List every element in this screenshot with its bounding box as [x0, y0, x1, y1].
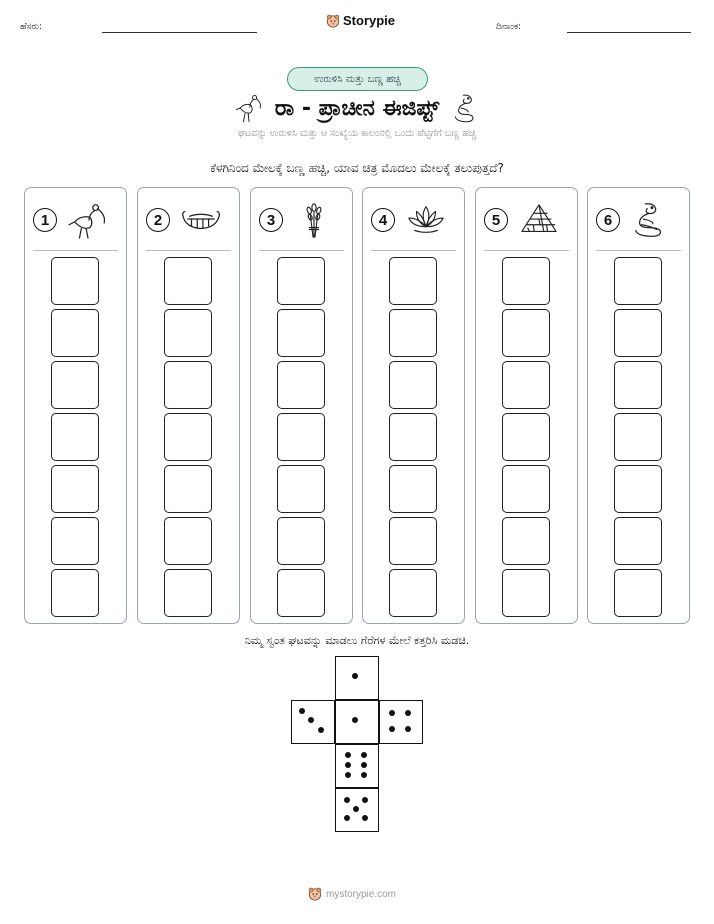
- pip: [318, 727, 324, 733]
- die-face-6: [335, 744, 379, 788]
- color-box[interactable]: [389, 569, 437, 617]
- color-box[interactable]: [614, 569, 662, 617]
- color-box[interactable]: [277, 361, 325, 409]
- date-line: [567, 32, 691, 33]
- pip: [344, 797, 350, 803]
- date-label: ದಿನಾಂಕ:: [496, 22, 522, 32]
- color-box[interactable]: [389, 465, 437, 513]
- die-face-1: [335, 700, 379, 744]
- pip: [362, 815, 368, 821]
- color-box[interactable]: [164, 517, 212, 565]
- die-face-1: [335, 656, 379, 700]
- column-header: [259, 200, 344, 240]
- pip: [362, 797, 368, 803]
- column-divider: [33, 250, 118, 251]
- column-number: 6: [596, 208, 620, 232]
- color-box[interactable]: [164, 257, 212, 305]
- column-number: 5: [484, 208, 508, 232]
- pyramid-icon: [518, 201, 560, 239]
- color-box[interactable]: [502, 361, 550, 409]
- column-number: 1: [33, 208, 57, 232]
- column-2: [137, 187, 240, 624]
- color-box[interactable]: [51, 517, 99, 565]
- color-box[interactable]: [614, 361, 662, 409]
- footer-url[interactable]: mystorypie.com: [326, 888, 397, 900]
- activity-badge: ಉರುಳಿಸಿ ಮತ್ತು ಬಣ್ಣ ಹಚ್ಚಿ: [287, 67, 428, 91]
- column-header: [146, 200, 231, 240]
- storypie-mascot-icon: [326, 14, 340, 28]
- cut-fold-instruction: ನಿಮ್ಮ ಸ್ವಂತ ಘಟವನ್ನು ಮಾಡಲು ಗೆರೆಗಳ ಮೇಲೆ ಕತ್ತರಿಸಿ ಮಡಚಿ.: [244, 634, 470, 647]
- color-box[interactable]: [277, 257, 325, 305]
- column-divider: [484, 250, 569, 251]
- column-number: 2: [146, 208, 170, 232]
- color-box[interactable]: [277, 413, 325, 461]
- color-box[interactable]: [277, 465, 325, 513]
- color-box[interactable]: [502, 465, 550, 513]
- color-box[interactable]: [614, 517, 662, 565]
- column-number: 3: [259, 208, 283, 232]
- title-row: [0, 92, 714, 124]
- color-box[interactable]: [502, 257, 550, 305]
- color-box[interactable]: [164, 413, 212, 461]
- storypie-mascot-icon: [308, 887, 322, 901]
- color-box[interactable]: [502, 517, 550, 565]
- pip: [345, 772, 351, 778]
- color-box[interactable]: [614, 465, 662, 513]
- boat-icon: [180, 201, 222, 239]
- color-box[interactable]: [502, 569, 550, 617]
- color-box[interactable]: [51, 413, 99, 461]
- color-box[interactable]: [51, 309, 99, 357]
- pip: [345, 762, 351, 768]
- pip: [308, 717, 314, 723]
- color-box[interactable]: [502, 309, 550, 357]
- pip: [352, 673, 358, 679]
- color-box[interactable]: [51, 361, 99, 409]
- column-divider: [146, 250, 231, 251]
- column-header: [371, 200, 456, 240]
- name-label: ಹೆಸರು:: [20, 22, 43, 32]
- color-box[interactable]: [614, 309, 662, 357]
- name-line: [102, 32, 257, 33]
- column-6: [587, 187, 690, 624]
- column-divider: [259, 250, 344, 251]
- column-header: [484, 200, 569, 240]
- pip: [299, 708, 305, 714]
- column-divider: [596, 250, 681, 251]
- pip: [405, 726, 411, 732]
- pip: [389, 710, 395, 716]
- color-box[interactable]: [389, 413, 437, 461]
- page-title: ರಾ - ಪ್ರಾಚೀನ ಈಜಿಪ್ಟ್: [274, 95, 440, 121]
- color-box[interactable]: [164, 309, 212, 357]
- die-face-3: [291, 700, 335, 744]
- pip: [361, 752, 367, 758]
- color-box[interactable]: [502, 413, 550, 461]
- pip: [405, 710, 411, 716]
- color-box[interactable]: [614, 257, 662, 305]
- color-box[interactable]: [277, 569, 325, 617]
- column-3: [250, 187, 353, 624]
- column-4: [362, 187, 465, 624]
- color-box[interactable]: [51, 569, 99, 617]
- footer: [308, 887, 396, 901]
- pip: [361, 762, 367, 768]
- die-face-5: [335, 788, 379, 832]
- color-box[interactable]: [389, 517, 437, 565]
- wheat-icon: [293, 201, 335, 239]
- color-box[interactable]: [389, 361, 437, 409]
- color-box[interactable]: [164, 465, 212, 513]
- column-header: [596, 200, 681, 240]
- cobra-icon: [449, 92, 481, 124]
- pip: [352, 717, 358, 723]
- lotus-icon: [405, 201, 447, 239]
- color-box[interactable]: [164, 361, 212, 409]
- color-box[interactable]: [389, 309, 437, 357]
- color-box[interactable]: [614, 413, 662, 461]
- subtitle: ಘಟವನ್ನು ಉರುಳಿಸಿ ಮತ್ತು ಆ ಸಂಖ್ಯೆಯ ಕಾಲಂನಲ್ಲಿ ಒಂದು ಪೆಟ್ಟಿಗೆಗೆ ಬಣ್ಣ ಹಚ್ಚಿ: [237, 128, 477, 139]
- pip: [361, 772, 367, 778]
- color-box[interactable]: [277, 309, 325, 357]
- pip: [345, 752, 351, 758]
- color-box[interactable]: [164, 569, 212, 617]
- cobra-icon: [630, 201, 672, 239]
- ibis-icon: [67, 201, 109, 239]
- die-face-4: [379, 700, 423, 744]
- ibis-icon: [233, 92, 265, 124]
- logo-text: Storypie: [343, 13, 396, 28]
- color-box[interactable]: [51, 257, 99, 305]
- pip: [344, 815, 350, 821]
- storypie-logo: [326, 13, 395, 28]
- column-1: [24, 187, 127, 624]
- column-5: [475, 187, 578, 624]
- column-number: 4: [371, 208, 395, 232]
- column-header: [33, 200, 118, 240]
- column-divider: [371, 250, 456, 251]
- pip: [389, 726, 395, 732]
- color-box[interactable]: [51, 465, 99, 513]
- color-box[interactable]: [389, 257, 437, 305]
- pip: [353, 806, 359, 812]
- question: ಕೆಳಗಿನಿಂದ ಮೇಲಕ್ಕೆ ಬಣ್ಣ ಹಚ್ಚಿ, ಯಾವ ಚಿತ್ರ ಮೊದಲು ಮೇಲಕ್ಕೆ ತಲುಪುತ್ತದೆ?: [210, 161, 504, 175]
- color-box[interactable]: [277, 517, 325, 565]
